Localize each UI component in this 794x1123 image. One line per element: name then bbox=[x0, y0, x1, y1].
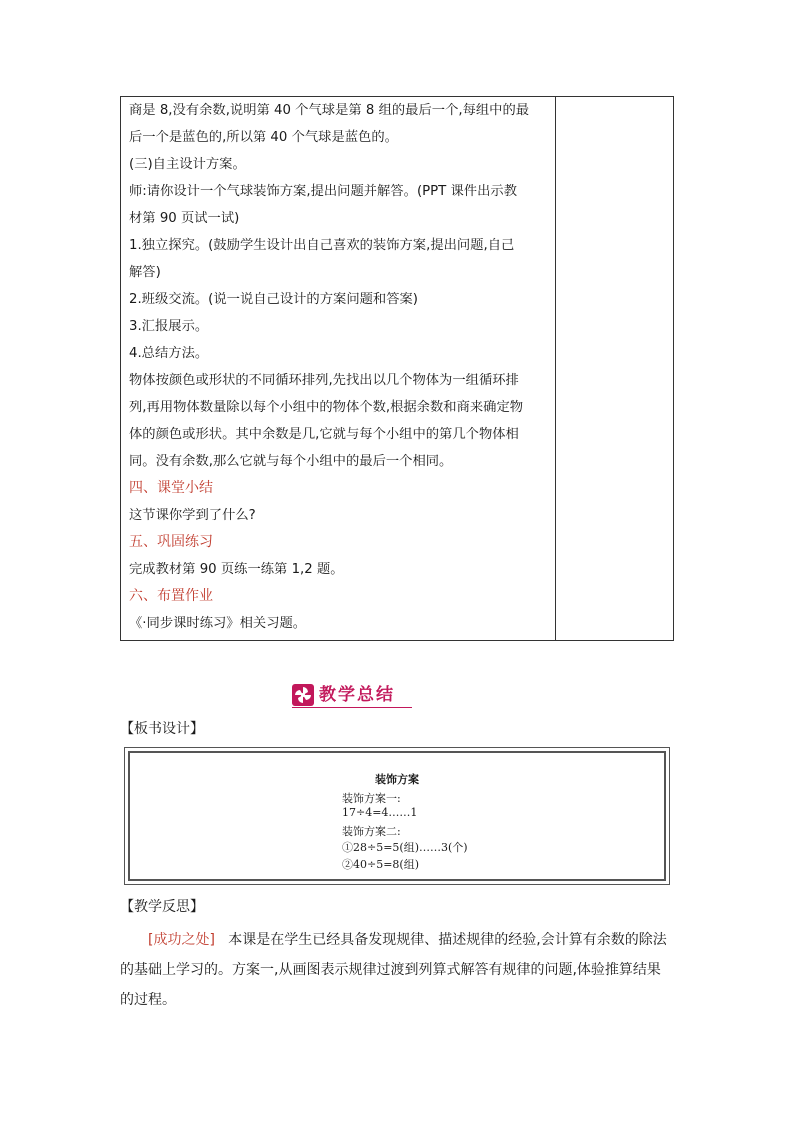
board-inner-frame bbox=[128, 751, 666, 881]
lesson-line: 物体按颜色或形状的不同循环排列,先找出以几个物体为一组循环排 bbox=[129, 373, 519, 388]
reflection-line-text: 本课是在学生已经具备发现规律、描述规律的经验,会计算有余数的除法 bbox=[228, 932, 667, 948]
section-heading: 六、布置作业 bbox=[129, 588, 213, 604]
lesson-line: 师:请你设计一个气球装饰方案,提出问题并解答。(PPT 课件出示教 bbox=[129, 184, 517, 199]
lesson-line: 材第 90 页试一试) bbox=[129, 211, 240, 226]
lesson-line: 后一个是蓝色的,所以第 40 个气球是蓝色的。 bbox=[129, 130, 398, 145]
lesson-line: 2.班级交流。(说一说自己设计的方案问题和答案) bbox=[129, 292, 418, 307]
lesson-line: 体的颜色或形状。其中余数是几,它就与每个小组中的第几个物体相 bbox=[129, 427, 519, 442]
lesson-line: 解答) bbox=[129, 265, 161, 280]
lesson-line: 3.汇报展示。 bbox=[129, 319, 209, 334]
reflection-paragraph bbox=[120, 925, 676, 1015]
lesson-line: 1.独立探究。(鼓励学生设计出自己喜欢的装饰方案,提出问题,自己 bbox=[129, 238, 515, 253]
table-column-divider bbox=[555, 97, 556, 640]
lesson-line: 这节课你学到了什么? bbox=[129, 508, 256, 523]
board-line: 装饰方案二: bbox=[342, 825, 401, 838]
reflection-tag: [成功之处] bbox=[148, 932, 215, 948]
board-line: ②40÷5=8(组) bbox=[342, 858, 420, 871]
lesson-line: 《·同步课时练习》相关习题。 bbox=[129, 616, 307, 631]
reflection-line bbox=[120, 925, 676, 955]
summary-title: 教学总结 bbox=[319, 685, 395, 705]
board-design-box bbox=[124, 747, 670, 885]
lesson-line: 4.总结方法。 bbox=[129, 346, 209, 361]
lesson-table bbox=[120, 96, 674, 641]
lesson-line: 列,再用物体数量除以每个小组中的物体个数,根据余数和商来确定物 bbox=[129, 400, 524, 415]
board-design-heading: 【板书设计】 bbox=[120, 721, 204, 737]
lesson-line: 完成教材第 90 页练一练第 1,2 题。 bbox=[129, 562, 344, 577]
lesson-line: 同。没有余数,那么它就与每个小组中的最后一个相同。 bbox=[129, 454, 453, 469]
board-title: 装饰方案 bbox=[375, 773, 419, 786]
banner-underline bbox=[292, 707, 412, 708]
reflection-line: 的过程。 bbox=[120, 992, 176, 1008]
lesson-content bbox=[129, 97, 553, 637]
teaching-summary-banner bbox=[292, 683, 412, 709]
section-heading: 五、巩固练习 bbox=[129, 534, 213, 550]
board-line: ①28÷5=5(组)……3(个) bbox=[342, 841, 468, 854]
board-line: 17÷4=4……1 bbox=[342, 806, 418, 819]
board-line: 装饰方案一: bbox=[342, 792, 401, 805]
reflection-line: 的基础上学习的。方案一,从画图表示规律过渡到列算式解答有规律的问题,体验推算结果 bbox=[120, 962, 661, 978]
lesson-line: 商是 8,没有余数,说明第 40 个气球是第 8 组的最后一个,每组中的最 bbox=[129, 103, 530, 118]
reflection-heading: 【教学反思】 bbox=[120, 899, 204, 915]
section-heading: 四、课堂小结 bbox=[129, 480, 213, 496]
pinwheel-icon bbox=[292, 684, 314, 706]
lesson-line: (三)自主设计方案。 bbox=[129, 157, 246, 172]
